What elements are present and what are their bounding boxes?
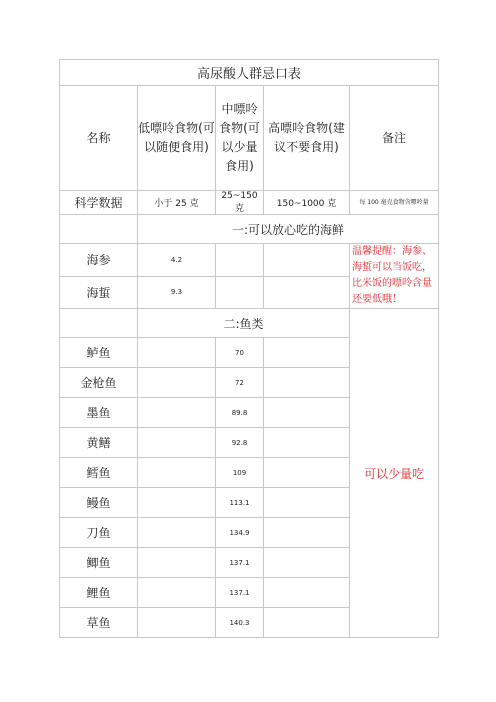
table-row-name: 鲈鱼 <box>60 338 138 368</box>
table-row-mid: 137.1 <box>216 578 264 608</box>
section1-title: 一:可以放心吃的海鲜 <box>138 215 439 244</box>
science-note: 每 100 毫克食物含嘌呤量 <box>350 191 439 215</box>
section2-title: 二:鱼类 <box>138 309 350 338</box>
header-low: 低嘌呤食物(可以随便食用) <box>138 86 216 191</box>
table-title: 高尿酸人群忌口表 <box>60 60 439 86</box>
header-name: 名称 <box>60 86 138 191</box>
table-row-mid: 72 <box>216 368 264 398</box>
header-high: 高嘌呤食物(建议不要食用) <box>264 86 350 191</box>
science-mid: 25~150 克 <box>216 191 264 215</box>
section1-note: 温馨提醒：海参、海蜇可以当饭吃，比米饭的嘌呤含量还要低哦！ <box>350 244 439 309</box>
table-row-name: 金枪鱼 <box>60 368 138 398</box>
table-row-name: 海蜇 <box>60 276 138 309</box>
science-low: 小于 25 克 <box>138 191 216 215</box>
header-note: 备注 <box>350 86 439 191</box>
table-row-low: 4.2 <box>138 244 216 277</box>
table-row-low: 9.3 <box>138 276 216 309</box>
table-row-name: 海参 <box>60 244 138 277</box>
science-label: 科学数据 <box>60 191 138 215</box>
table-row-mid: 70 <box>216 338 264 368</box>
table-row-name: 墨鱼 <box>60 398 138 428</box>
table-row-mid: 89.8 <box>216 398 264 428</box>
table-row-name: 鲫鱼 <box>60 548 138 578</box>
table-row-mid: 113.1 <box>216 488 264 518</box>
section2-note: 可以少量吃 <box>350 309 439 638</box>
table-row-mid: 109 <box>216 458 264 488</box>
table-row-mid: 134.9 <box>216 518 264 548</box>
table-row-name: 草鱼 <box>60 608 138 638</box>
header-mid: 中嘌呤食物(可以少量食用) <box>216 86 264 191</box>
table-row-name: 鳕鱼 <box>60 458 138 488</box>
table-row-mid: 92.8 <box>216 428 264 458</box>
table-row-mid: 137.1 <box>216 548 264 578</box>
science-high: 150~1000 克 <box>264 191 350 215</box>
table-row-name: 黄鳝 <box>60 428 138 458</box>
table-row-name: 刀鱼 <box>60 518 138 548</box>
food-table <box>59 59 439 638</box>
table-row-name: 鳗鱼 <box>60 488 138 518</box>
table-row-name: 鲤鱼 <box>60 578 138 608</box>
table-row-mid: 140.3 <box>216 608 264 638</box>
